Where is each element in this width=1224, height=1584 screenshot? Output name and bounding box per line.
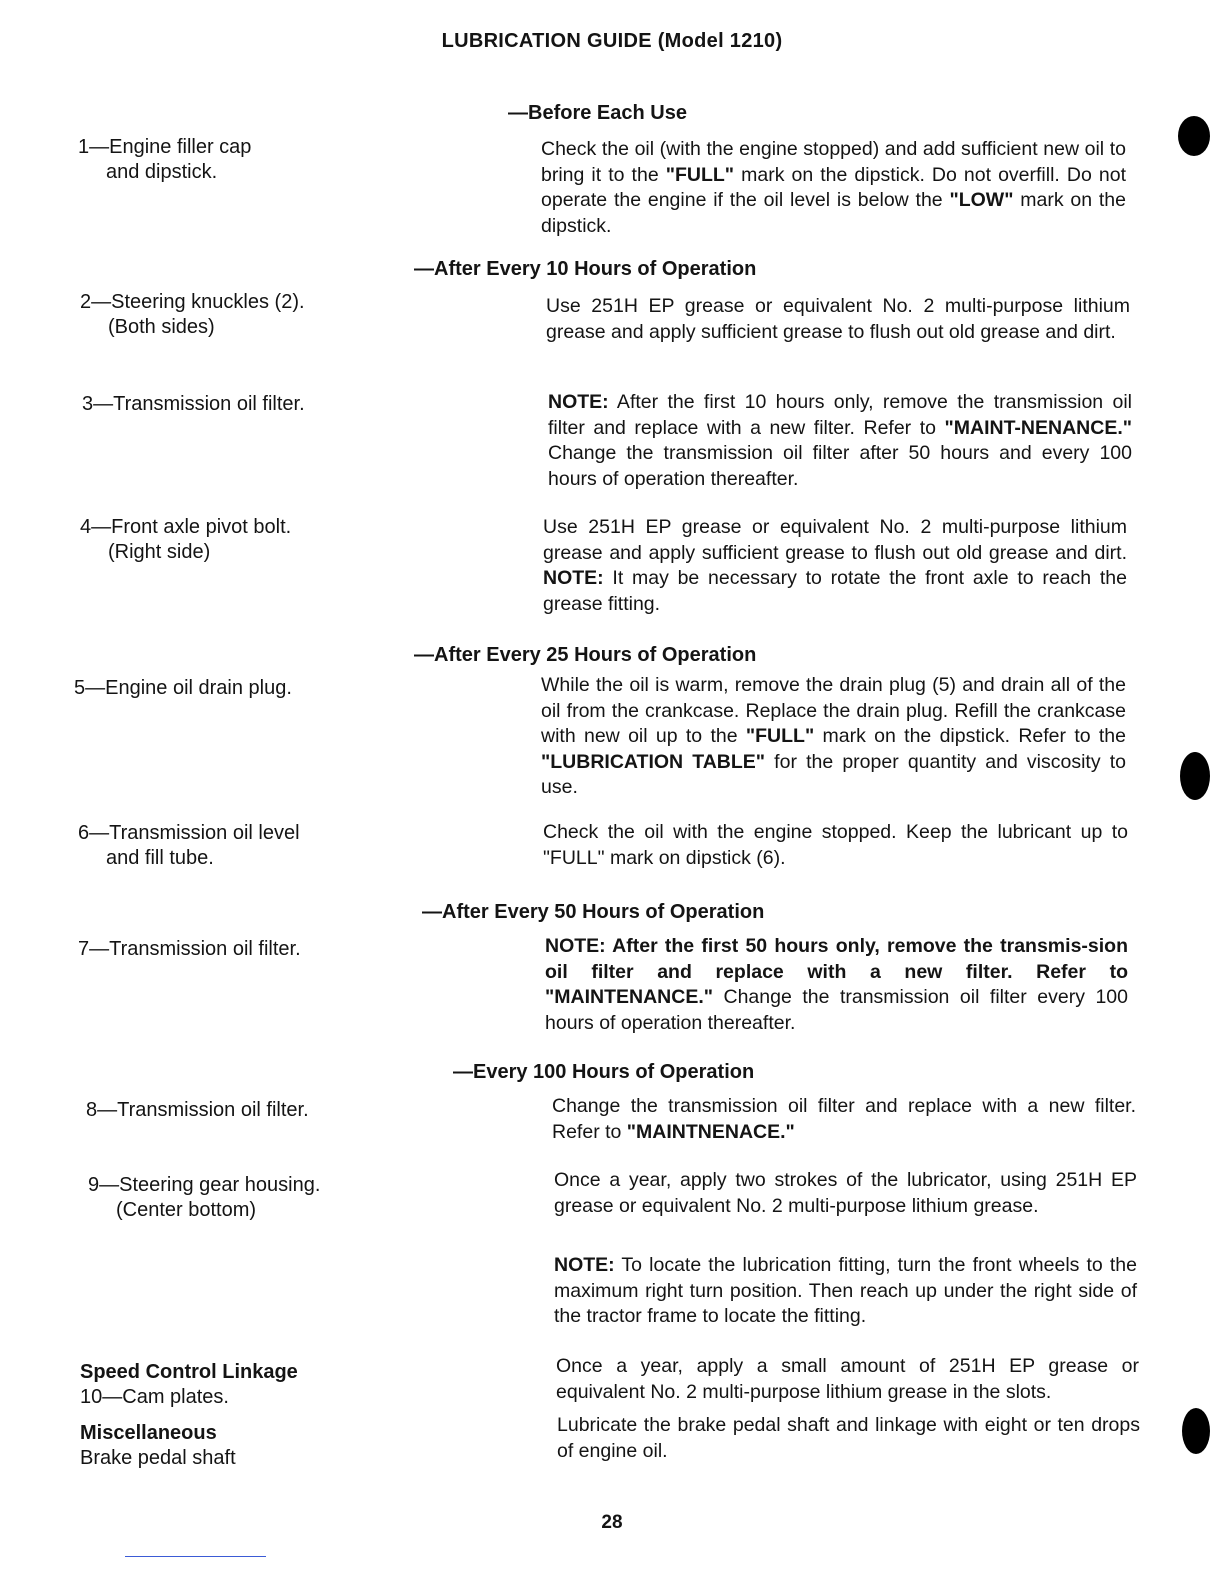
text-8-a: Change the transmission oil filter and replace with a new filter. Refer to <box>552 1095 1136 1143</box>
item-4 <box>80 515 291 565</box>
text-3 <box>548 390 1132 492</box>
item-9 <box>88 1173 320 1223</box>
speed-control-line1: 10—Cam plates. <box>80 1386 229 1408</box>
text-6-para: Check the oil with the engine stopped. Keep the lubricant up to "FULL" mark on dipstick (6). <box>543 821 1128 869</box>
text-3-ref: "MAINT-NENANCE." <box>944 416 1132 439</box>
page-number: 28 <box>601 1512 623 1533</box>
item-4-line2: (Right side) <box>108 541 211 563</box>
binder-hole-mark-middle <box>1180 752 1210 800</box>
speed-control-section <box>80 1360 298 1410</box>
text-9-note <box>554 1253 1137 1330</box>
text-5-full: "FULL" <box>745 725 815 747</box>
item-6-line1: 6—Transmission oil level <box>78 822 300 844</box>
text-6 <box>543 820 1128 871</box>
item-1-line2: and dipstick. <box>106 161 218 183</box>
text-11-para: Lubricate the brake pedal shaft and linkage with eight or ten drops of engine oil. <box>557 1414 1140 1462</box>
text-1-c: mark on the dipstick. Do not overfill. Do not operate the engine if the oil level is below the <box>541 163 1126 211</box>
text-5-table-ref: "LUBRICATION TABLE" <box>541 750 766 773</box>
item-7 <box>78 937 301 962</box>
text-3-a: After the first 10 hours only, remove the transmission oil filter and replace with a new filter. Refer to <box>548 391 1132 439</box>
text-3-note-label: NOTE: <box>548 391 609 413</box>
misc-heading: Miscellaneous <box>80 1422 217 1444</box>
text-9-note-label: NOTE: <box>554 1254 615 1276</box>
item-2 <box>80 290 305 340</box>
text-5-e: for the proper quantity and viscosity to use. <box>541 750 1126 798</box>
item-4-line1: 4—Front axle pivot bolt. <box>80 516 292 538</box>
item-5-line1: 5—Engine oil drain plug. <box>74 677 292 699</box>
item-1-line1: 1—Engine filler cap <box>78 136 252 158</box>
item-8-line1: 8—Transmission oil filter. <box>86 1099 309 1121</box>
heading-before-each-use: —Before Each Use <box>508 102 687 124</box>
text-9 <box>554 1168 1137 1219</box>
text-4-b: It may be necessary to rotate the front axle to reach the grease fitting. <box>543 567 1127 615</box>
item-1 <box>78 135 251 185</box>
item-7-line1: 7—Transmission oil filter. <box>78 938 301 960</box>
text-1 <box>541 137 1126 239</box>
item-8 <box>86 1098 309 1123</box>
page-title: LUBRICATION GUIDE (Model 1210) <box>441 30 783 52</box>
text-7-c: Change the transmission oil filter every 100 hours of operation thereafter. <box>545 986 1128 1034</box>
item-2-line2: (Both sides) <box>108 316 215 338</box>
item-2-line1: 2—Steering knuckles (2). <box>80 291 305 313</box>
text-11 <box>557 1413 1140 1464</box>
text-7 <box>545 934 1128 1036</box>
heading-after-50-hours: —After Every 50 Hours of Operation <box>422 901 765 923</box>
item-6 <box>78 821 300 871</box>
item-3 <box>82 392 305 417</box>
item-9-line1: 9—Steering gear housing. <box>88 1174 321 1196</box>
item-5 <box>74 676 292 701</box>
text-5-a: While the oil is warm, remove the drain plug (5) and drain all of the oil from the crankcase. Replace the drain plug. Refill the crankcase with new oil up to the <box>541 674 1126 747</box>
text-9-note-a: To locate the lubrication fitting, turn the front wheels to the maximum right turn position. Then reach up under the right side of the tractor frame to locate the fitting. <box>554 1254 1137 1327</box>
binder-hole-mark-bottom <box>1182 1408 1210 1454</box>
text-1-e: mark on the dipstick. <box>541 189 1126 237</box>
heading-after-10-hours: —After Every 10 Hours of Operation <box>414 258 757 280</box>
item-9-line2: (Center bottom) <box>116 1199 257 1221</box>
heading-every-100-hours: —Every 100 Hours of Operation <box>453 1061 755 1083</box>
text-10 <box>556 1354 1139 1405</box>
text-4-a: Use 251H EP grease or equivalent No. 2 multi-purpose lithium grease and apply sufficient grease to flush out old grease and dirt. <box>543 516 1127 564</box>
text-1-low: "LOW" <box>949 189 1014 211</box>
text-1-a: Check the oil (with the engine stopped) and add sufficient new oil to bring it to the <box>541 138 1126 186</box>
text-1-full: "FULL" <box>665 163 735 186</box>
text-8 <box>552 1094 1136 1145</box>
text-2 <box>546 294 1130 345</box>
bottom-rule <box>125 1556 266 1557</box>
text-5-c: mark on the dipstick. Refer to the <box>814 725 1126 747</box>
binder-hole-mark-top <box>1178 116 1210 156</box>
text-8-ref: "MAINTNENACE." <box>626 1120 795 1143</box>
misc-line1: Brake pedal shaft <box>80 1447 236 1469</box>
speed-control-heading: Speed Control Linkage <box>80 1361 298 1383</box>
text-2-para: Use 251H EP grease or equivalent No. 2 multi-purpose lithium grease and apply sufficient grease to flush out old grease and dirt. <box>546 295 1130 343</box>
text-9-para: Once a year, apply two strokes of the lubricator, using 251H EP grease or equivalent No. 2 multi-purpose lithium grease. <box>554 1169 1137 1217</box>
text-4 <box>543 515 1127 617</box>
item-3-line1: 3—Transmission oil filter. <box>82 393 305 415</box>
heading-after-25-hours: —After Every 25 Hours of Operation <box>414 644 757 666</box>
text-5 <box>541 673 1126 801</box>
misc-section <box>80 1421 236 1471</box>
text-4-note-label: NOTE: <box>543 567 604 589</box>
item-6-line2: and fill tube. <box>106 847 214 869</box>
text-3-c: Change the transmission oil filter after 50 hours and every 100 hours of operation thereafter. <box>548 442 1132 490</box>
text-7-note: NOTE: After the first 50 hours only, remove the transmis-sion oil filter and replace with a new filter. Refer to <box>545 935 1128 983</box>
text-7-ref: "MAINTENANCE." <box>545 986 713 1008</box>
text-10-para: Once a year, apply a small amount of 251H EP grease or equivalent No. 2 multi-purpose lithium grease in the slots. <box>556 1355 1139 1403</box>
